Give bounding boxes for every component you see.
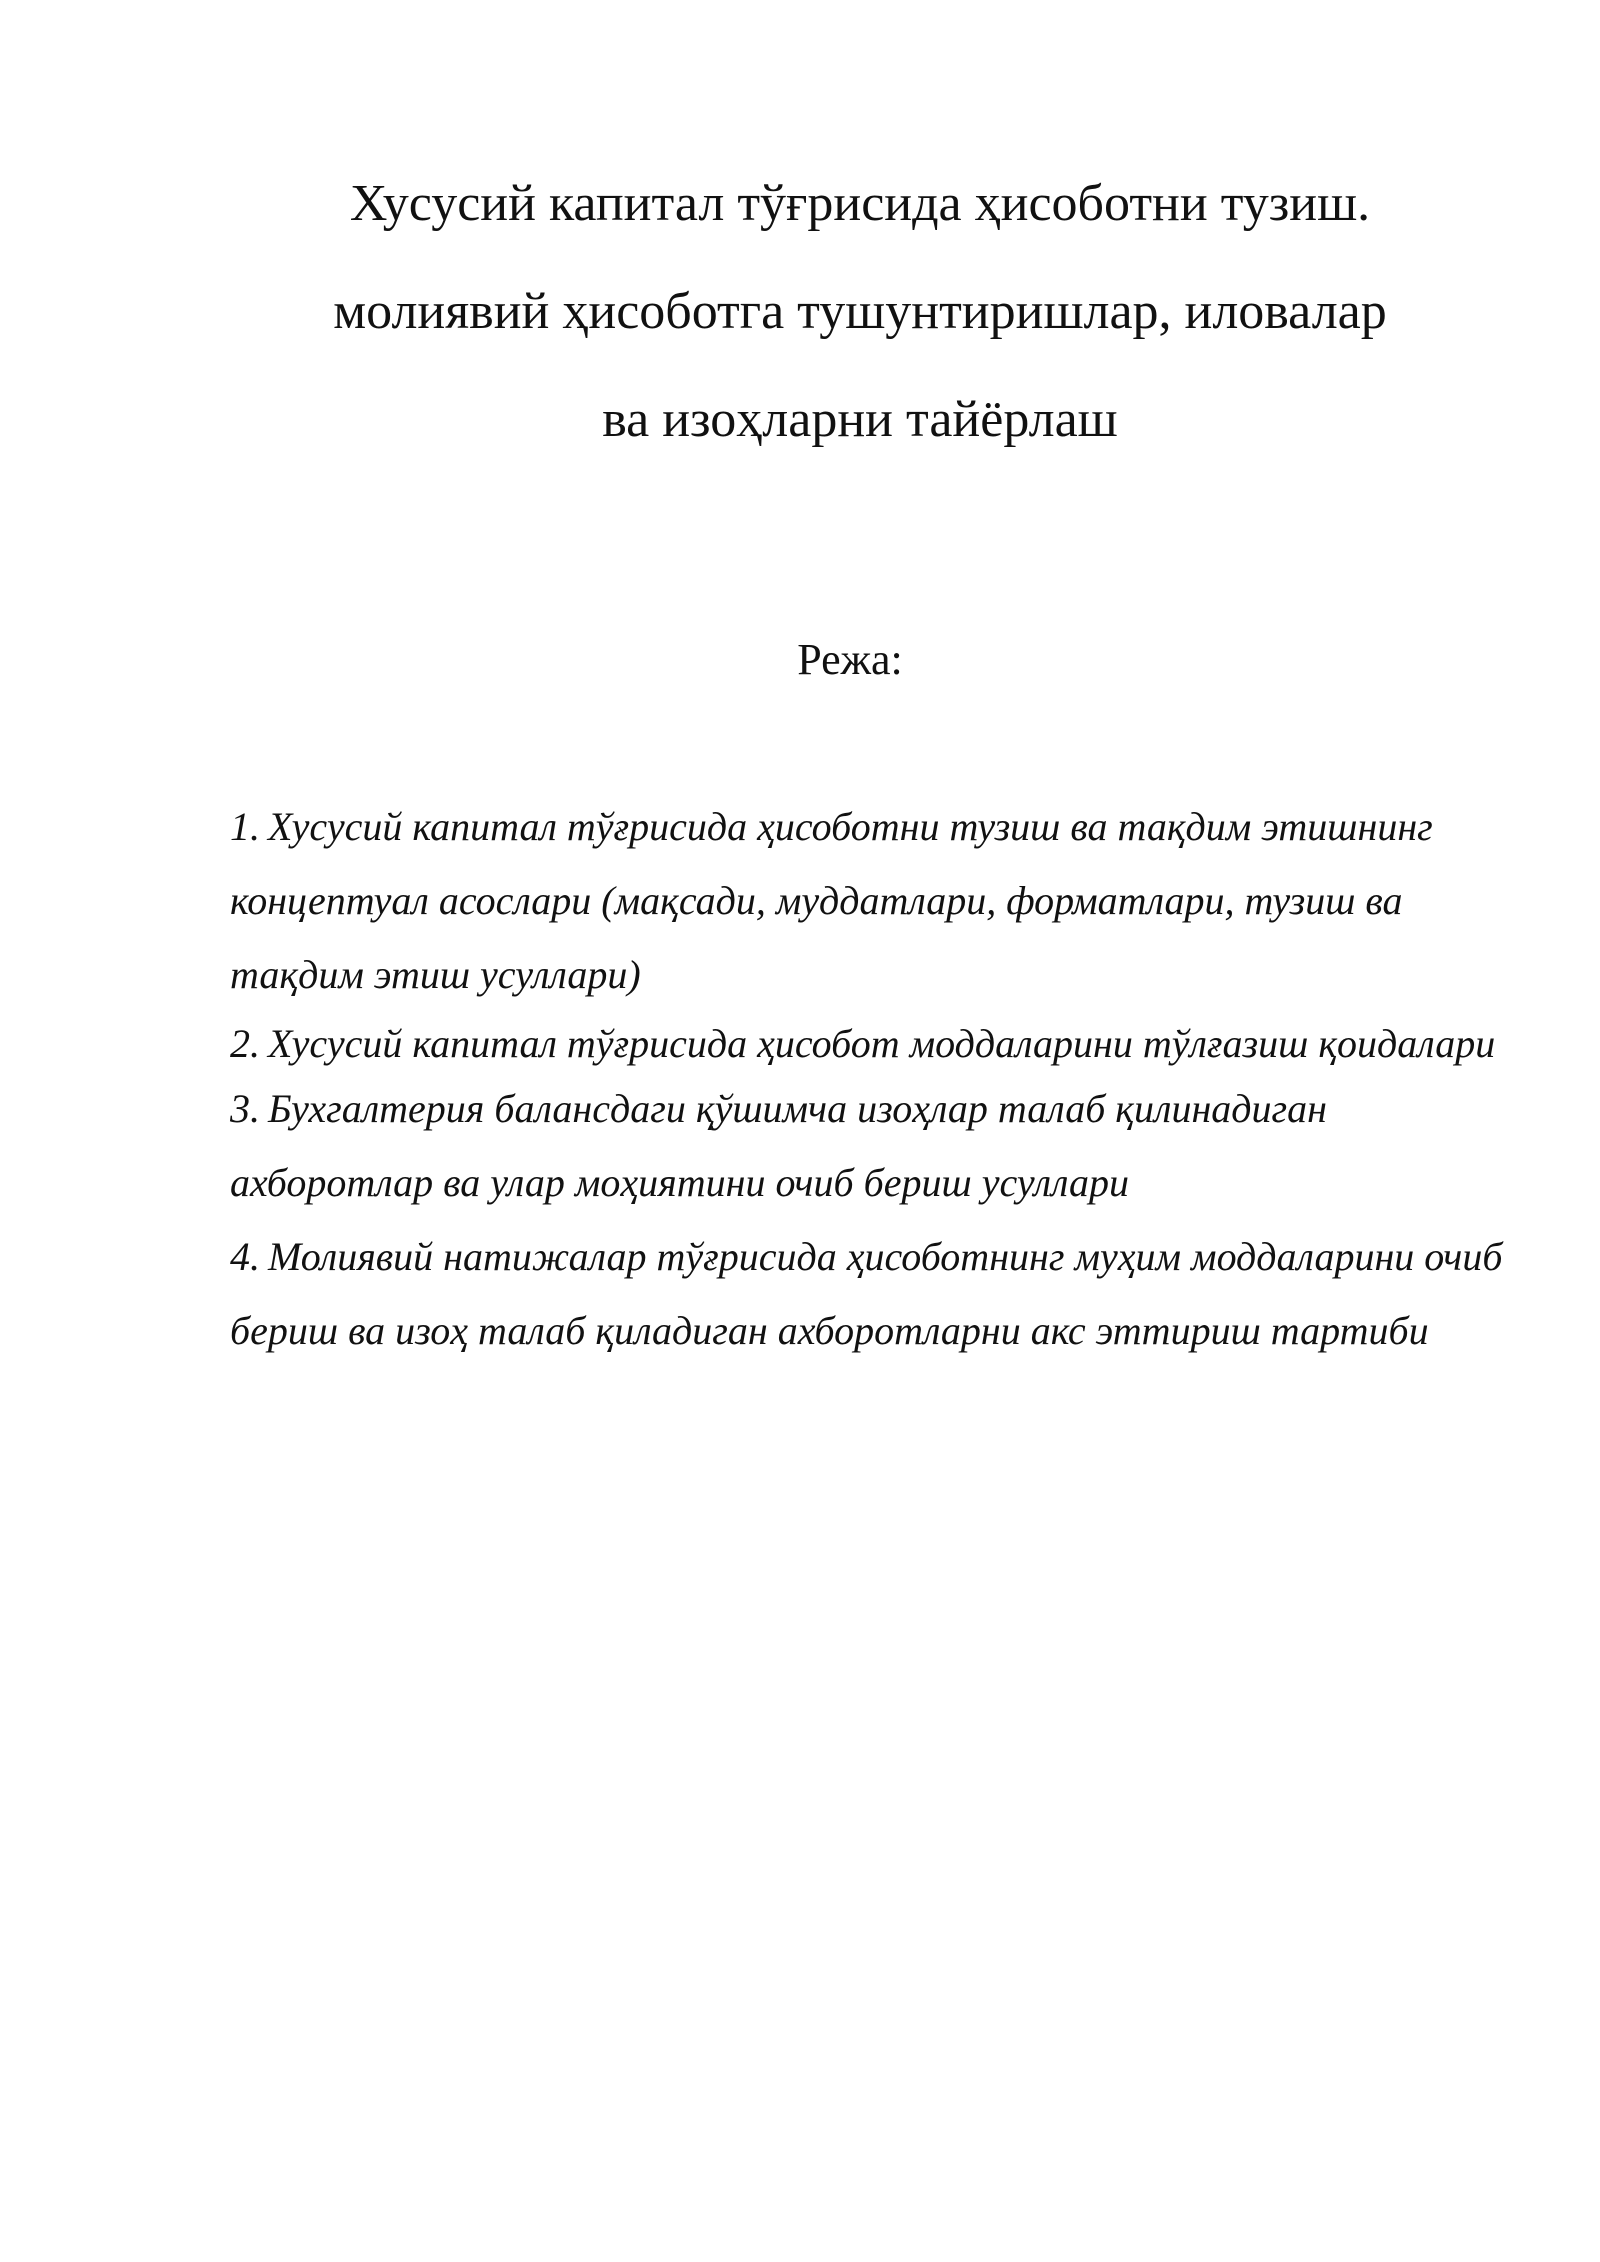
title-line-2: молиявий ҳисоботга тушунтиришлар, иловалар: [333, 283, 1387, 340]
plan-item-text: Бухгалтерия балансдаги қўшимча изоҳлар талаб қилинадиган ахборотлар ва улар моҳиятини очиб бериш усуллари: [230, 1086, 1327, 1205]
plan-item-text: Хусусий капитал тўғрисида ҳисоботни тузиш ва тақдим этишнинг концептуал асослари (мақсади, муддатлари, форматлари, тузиш ва тақдим этиш усуллари): [230, 804, 1433, 997]
plan-list: [230, 790, 1510, 1368]
plan-item-3: [230, 1072, 1510, 1220]
title-line-3: ва изоҳларни тайёрлаш: [602, 391, 1118, 448]
plan-item-text: Молиявий натижалар тўғрисида ҳисоботнинг муҳим моддаларини очиб бериш ва изоҳ талаб қиладиган ахборотларни акс эттириш тартиби: [230, 1234, 1503, 1353]
plan-item-4: [230, 1220, 1510, 1368]
plan-heading: Режа:: [797, 635, 903, 684]
document-title: [230, 150, 1490, 474]
plan-item-number: 4.: [230, 1234, 260, 1279]
plan-item-text: Хусусий капитал тўғрисида ҳисобот моддаларини тўлғазиш қоидалари: [268, 1021, 1496, 1066]
plan-item-number: 2.: [230, 1021, 260, 1066]
title-line-1: Хусусий капитал тўғрисида ҳисоботни тузиш.: [349, 175, 1371, 232]
plan-item-number: 1.: [230, 804, 260, 849]
plan-item-2: [230, 1016, 1510, 1072]
plan-item-1: [230, 790, 1510, 1012]
plan-item-number: 3.: [230, 1086, 260, 1131]
